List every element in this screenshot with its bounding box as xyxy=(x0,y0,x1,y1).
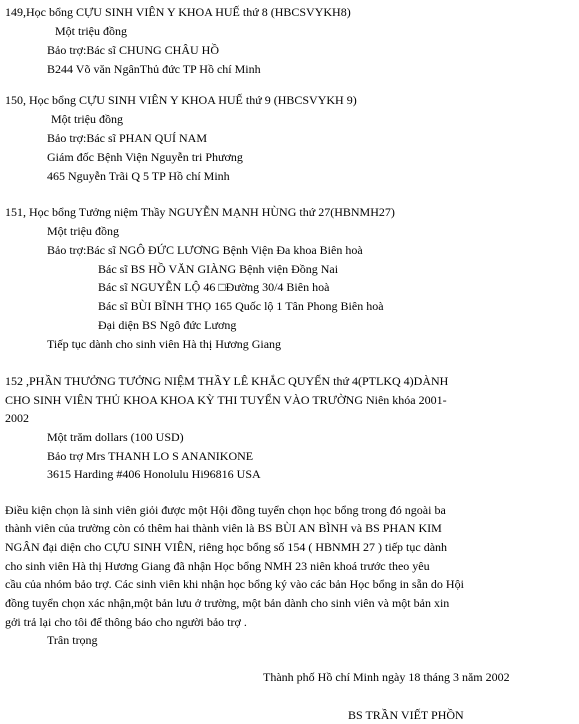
place-date: Thành phố Hồ chí Minh ngày 18 tháng 3 năm 2002 xyxy=(263,670,510,684)
entry-151-heading: 151, Học bổng Tưởng niệm Thầy NGUYỄN MẠNH HÙNG thứ 27(HBNMH27) xyxy=(5,205,395,219)
entry-151-continued: Tiếp tục dành cho sinh viên Hà thị Hương Giang xyxy=(47,337,282,351)
conditions-line-3: NGÂN đại diện cho CỰU SINH VIÊN, riêng học bổng số 154 ( HBNMH 27 ) tiếp tục dành xyxy=(5,540,448,554)
entry-150-amount: Một triệu đồng xyxy=(51,112,123,126)
entry-152-address: 3615 Harding #406 Honolulu Hi96816 USA xyxy=(47,467,261,481)
conditions-line-6: đồng tuyển chọn xác nhận,một bản lưu ở trường, một bản dành cho sinh viên và một bản xin xyxy=(5,596,450,610)
entry-149-heading: 149,Học bổng CỰU SINH VIÊN Y KHOA HUẾ thứ 8 (HBCSVYKH8) xyxy=(5,5,351,19)
entry-151-amount: Một triệu đồng xyxy=(47,224,119,238)
entry-152-heading-line-2: CHO SINH VIÊN THỦ KHOA KHOA KỲ THI TUYỂN VÀO TRƯỜNG Niên khóa 2001- xyxy=(5,393,447,407)
entry-149-amount: Một triệu đồng xyxy=(55,24,127,38)
entry-151-cosponsor-1: Bác sĩ BS HỒ VĂN GIÀNG Bệnh viện Đồng Nai xyxy=(98,262,339,276)
conditions-line-4: cho sinh viên Hà thị Hương Giang đã nhận Học bổng NMH 23 niên khoá trước theo yêu xyxy=(5,559,430,573)
closing: Trân trọng xyxy=(47,633,98,647)
conditions-line-5: cầu của nhóm bảo trợ. Các sinh viên khi nhận học bổng ký vào các bản Học bổng in sẵn do Hội xyxy=(5,577,464,591)
entry-151-sponsor: Bảo trợ:Bác sĩ NGÔ ĐỨC LƯƠNG Bệnh Viện Đa khoa Biên hoà xyxy=(47,243,363,257)
entry-149-address: B244 Võ văn NgânThủ đức TP Hồ chí Minh xyxy=(47,62,261,76)
conditions-line-2: thành viên của trường còn có thêm hai thành viên là BS BÙI AN BÌNH và BS PHAN KIM xyxy=(5,521,442,535)
entry-150-title: Giám đốc Bệnh Viện Nguyễn tri Phương xyxy=(47,150,243,164)
entry-152-amount: Một trăm dollars (100 USD) xyxy=(47,430,184,444)
conditions-line-7: gởi trả lại cho tôi để thông báo cho người bảo trợ . xyxy=(5,615,247,629)
entry-150-address: 465 Nguyễn Trãi Q 5 TP Hồ chí Minh xyxy=(47,169,230,183)
entry-149-sponsor: Bảo trợ:Bác sĩ CHUNG CHÂU HỒ xyxy=(47,43,220,57)
entry-151-cosponsor-2: Bác sĩ NGUYỄN LỘ 46 □Đường 30/4 Biên hoà xyxy=(98,280,330,294)
entry-152-heading-line-3: 2002 xyxy=(5,411,29,425)
entry-150-sponsor: Bảo trợ:Bác sĩ PHAN QUÍ NAM xyxy=(47,131,208,145)
entry-151-cosponsor-4: Đại diện BS Ngô đức Lương xyxy=(98,318,237,332)
entry-150-heading: 150, Học bổng CỰU SINH VIÊN Y KHOA HUẾ thứ 9 (HBCSVYKH 9) xyxy=(5,93,357,107)
entry-152-sponsor: Bảo trợ Mrs THANH LO S ANANIKONE xyxy=(47,449,254,463)
conditions-line-1: Điều kiện chọn là sinh viên giỏi được một Hội đồng tuyển chọn học bổng trong đó ngoài ba xyxy=(5,503,446,517)
signature: BS TRẦN VIẾT PHỒN xyxy=(348,708,464,722)
entry-151-cosponsor-3: Bác sĩ BÙI BĨNH THỌ 165 Quốc lộ 1 Tân Phong Biên hoà xyxy=(98,299,384,313)
entry-152-heading-line-1: 152 ,PHẦN THƯỞNG TƯỞNG NIỆM THẦY LÊ KHẮC QUYẾN thứ 4(PTLKQ 4)DÀNH xyxy=(5,374,449,388)
